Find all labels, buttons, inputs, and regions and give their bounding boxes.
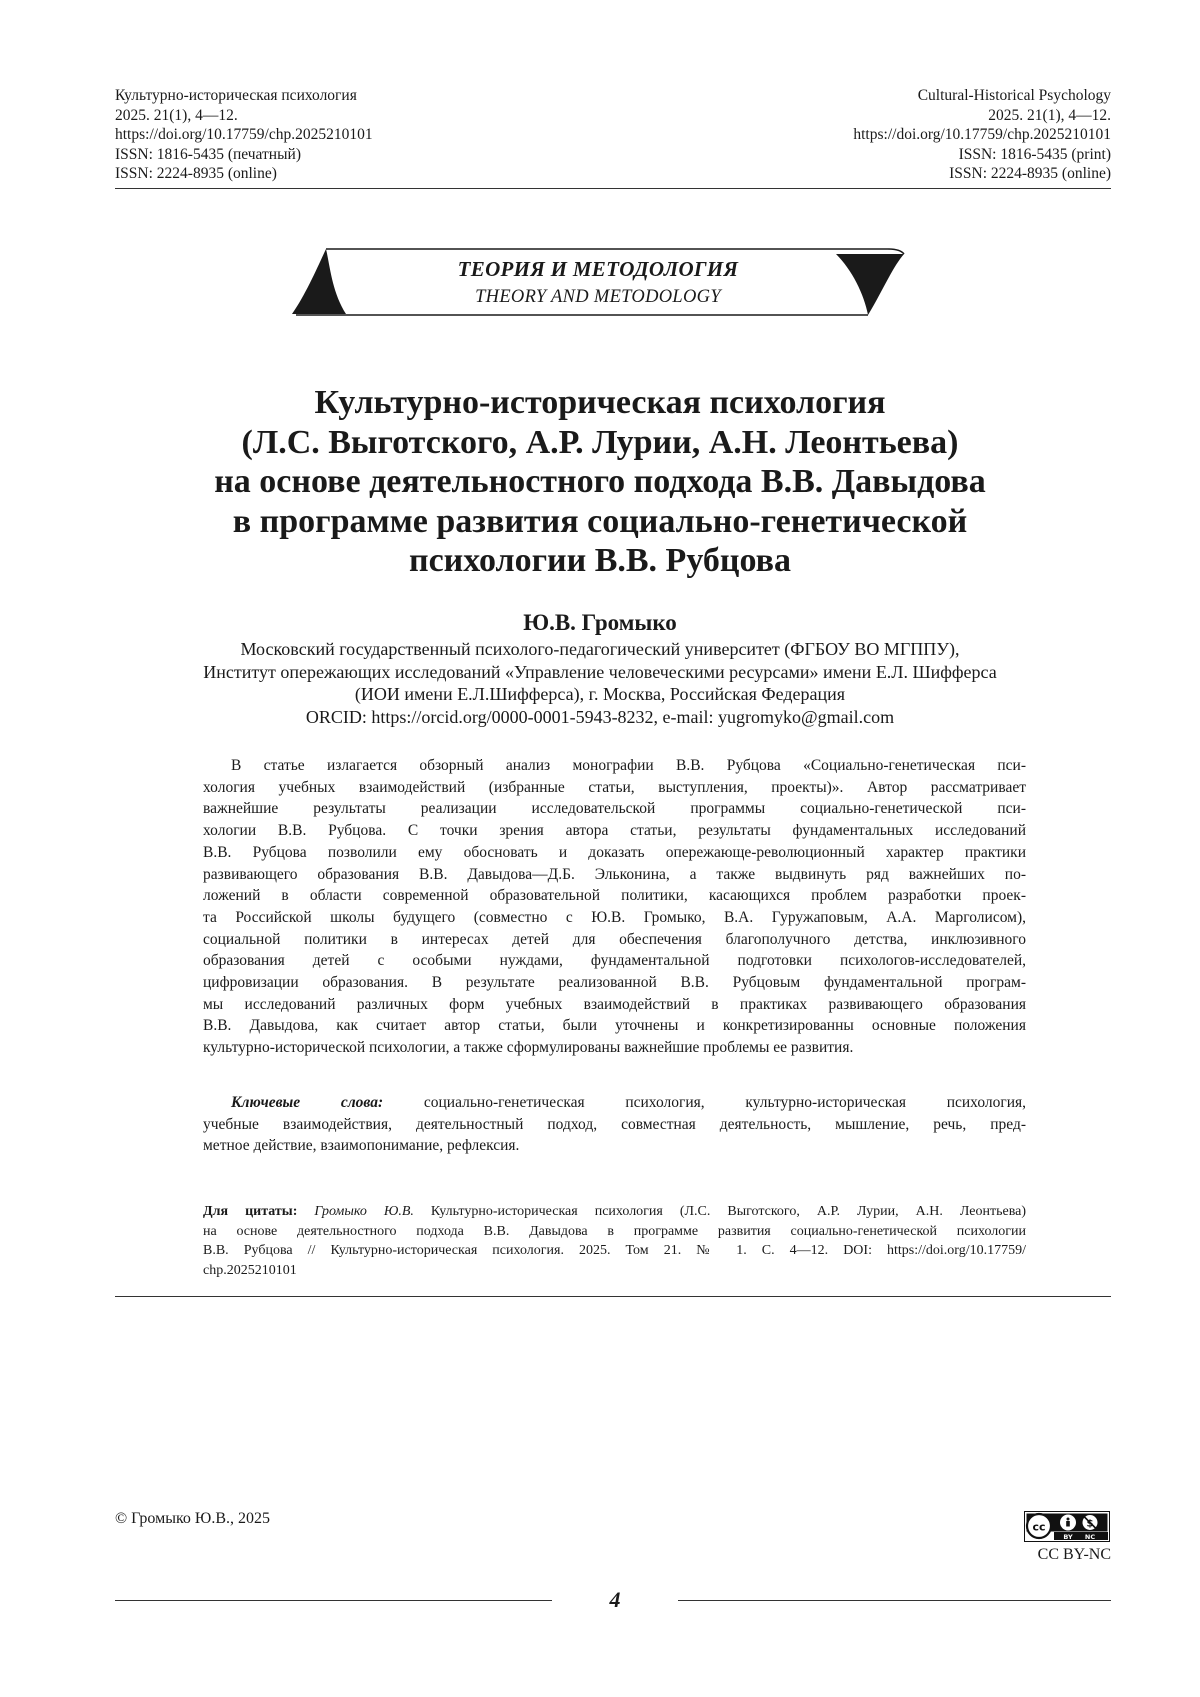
- abstract: [203, 755, 1026, 1059]
- affiliation-line: (ИОИ имени Е.Л.Шифферса), г. Москва, Российская Федерация: [100, 683, 1100, 706]
- page-number: 4: [590, 1587, 640, 1613]
- title-line: на основе деятельностного подхода В.В. Давыдова: [100, 462, 1100, 502]
- keywords-text: социально-генетическая психология, культурно-историческая психология,: [424, 1094, 1026, 1111]
- abstract-line: развивающего образования В.В. Давыдова—Д.Б. Эльконина, а также выдвинуть ряд важнейших по-: [203, 864, 1026, 886]
- affiliation-line: Институт опережающих исследований «Управление человеческими ресурсами» имени Е.Л. Шифферса: [100, 661, 1100, 684]
- volume-issue-en: 2025. 21(1), 4—12.: [853, 106, 1111, 126]
- keywords-line: метное действие, взаимопонимание, рефлексия.: [203, 1135, 1026, 1157]
- copyright-notice: © Громыко Ю.В., 2025: [115, 1510, 270, 1528]
- citation-line[interactable]: В.В. Рубцова // Культурно-историческая психология. 2025. Том 21. № 1. С. 4—12. DOI: https://doi.org/10.17759/: [203, 1241, 1026, 1261]
- title-line: Культурно-историческая психология: [100, 383, 1100, 423]
- section-title-en: THEORY AND METODOLOGY: [288, 287, 908, 308]
- license-label: CC BY-NC: [1038, 1546, 1111, 1564]
- cc-by-nc-license-icon[interactable]: [1024, 1511, 1110, 1542]
- running-header-ru: [115, 86, 373, 184]
- keywords-line: учебные взаимодействия, деятельностный подход, совместная деятельность, мышление, речь, пред-: [203, 1114, 1026, 1136]
- orcid-email-line[interactable]: ORCID: https://orcid.org/0000-0001-5943-8232, e-mail: yugromyko@gmail.com: [100, 706, 1100, 729]
- citation-line: [203, 1202, 1026, 1222]
- citation-author: Громыко Ю.В.: [314, 1204, 414, 1219]
- abstract-line: хологии В.В. Рубцова. С точки зрения автора статьи, результаты фундаментальных исследований: [203, 820, 1026, 842]
- journal-name-en: Cultural-Historical Psychology: [853, 86, 1111, 106]
- abstract-line: мы исследований различных форм учебных взаимодействий в практиках развивающего образования: [203, 994, 1026, 1016]
- journal-name-ru: Культурно-историческая психология: [115, 86, 373, 106]
- section-banner: [288, 246, 908, 318]
- title-line: в программе развития социально-генетической: [100, 502, 1100, 542]
- author-name: Ю.В. Громыко: [100, 610, 1100, 636]
- issn-online-en: ISSN: 2224-8935 (online): [853, 164, 1111, 184]
- abstract-line: В.В. Рубцова позволили ему обосновать и доказать опережающе-революционный характер практики: [203, 842, 1026, 864]
- volume-issue-ru: 2025. 21(1), 4—12.: [115, 106, 373, 126]
- issn-print-ru: ISSN: 1816-5435 (печатный): [115, 145, 373, 165]
- badge-nc-label: NC: [1085, 1533, 1095, 1541]
- badge-by-label: BY: [1063, 1533, 1073, 1541]
- svg-text:$: $: [1087, 1519, 1094, 1530]
- citation-line: на основе деятельностного подхода В.В. Давыдова в программе развития социально-генетической психологии: [203, 1222, 1026, 1242]
- header-divider: [115, 188, 1111, 189]
- svg-text:cc: cc: [1032, 1521, 1045, 1534]
- keywords: [203, 1092, 1026, 1157]
- title-line: психологии В.В. Рубцова: [100, 541, 1100, 581]
- section-title-ru: ТЕОРИЯ И МЕТОДОЛОГИЯ: [288, 257, 908, 282]
- abstract-line: образования детей с особыми нуждами, фундаментальной подготовки психологов-исследователей,: [203, 950, 1026, 972]
- footer-rule-right: [678, 1600, 1111, 1601]
- abstract-line: та Российской школы будущего (совместно с Ю.В. Громыко, В.А. Гуружаповым, А.А. Марголисом),: [203, 907, 1026, 929]
- citation-line[interactable]: chp.2025210101: [203, 1261, 1026, 1281]
- citation-label: Для цитаты:: [203, 1204, 297, 1219]
- abstract-line: В.В. Давыдова, как считает автор статьи, были уточнены и конкретизированны основные положения: [203, 1015, 1026, 1037]
- doi-link-ru[interactable]: https://doi.org/10.17759/chp.2025210101: [115, 125, 373, 145]
- running-header-en: [853, 86, 1111, 184]
- keywords-line: [203, 1092, 1026, 1114]
- affiliation-line: Московский государственный психолого-педагогический университет (ФГБОУ ВО МГППУ),: [100, 638, 1100, 661]
- abstract-line: цифровизации образования. В результате реализованной В.В. Рубцовым фундаментальной програм-: [203, 972, 1026, 994]
- article-title: [100, 383, 1100, 581]
- citation-block: [203, 1202, 1026, 1280]
- abstract-line: важнейшие результаты реализации исследовательской программы социально-генетической пси-: [203, 798, 1026, 820]
- title-line: (Л.С. Выготского, А.Р. Лурии, А.Н. Леонтьева): [100, 423, 1100, 463]
- author-affiliation: [100, 638, 1100, 728]
- abstract-line: хология учебных взаимодействий (избранные статьи, выступления, проекты)». Автор рассматривает: [203, 777, 1026, 799]
- footer-rule-left: [115, 1600, 552, 1601]
- issn-print-en: ISSN: 1816-5435 (print): [853, 145, 1111, 165]
- citation-divider: [115, 1296, 1111, 1297]
- abstract-line: социальной политики в интересах детей для обеспечения благополучного детства, инклюзивного: [203, 929, 1026, 951]
- abstract-line: ложений в области современной образовательной политики, касающихся проблем разработки проек-: [203, 885, 1026, 907]
- citation-text: Культурно-историческая психология (Л.С. Выготского, А.Р. Лурии, А.Н. Леонтьева): [431, 1204, 1026, 1219]
- issn-online-ru: ISSN: 2224-8935 (online): [115, 164, 373, 184]
- abstract-line: культурно-исторической психологии, а также сформулированы важнейшие проблемы ее развития.: [203, 1037, 1026, 1059]
- abstract-line: В статье излагается обзорный анализ монографии В.В. Рубцова «Социально-генетическая пси-: [203, 755, 1026, 777]
- doi-link-en[interactable]: https://doi.org/10.17759/chp.2025210101: [853, 125, 1111, 145]
- keywords-label: Ключевые слова:: [231, 1094, 383, 1111]
